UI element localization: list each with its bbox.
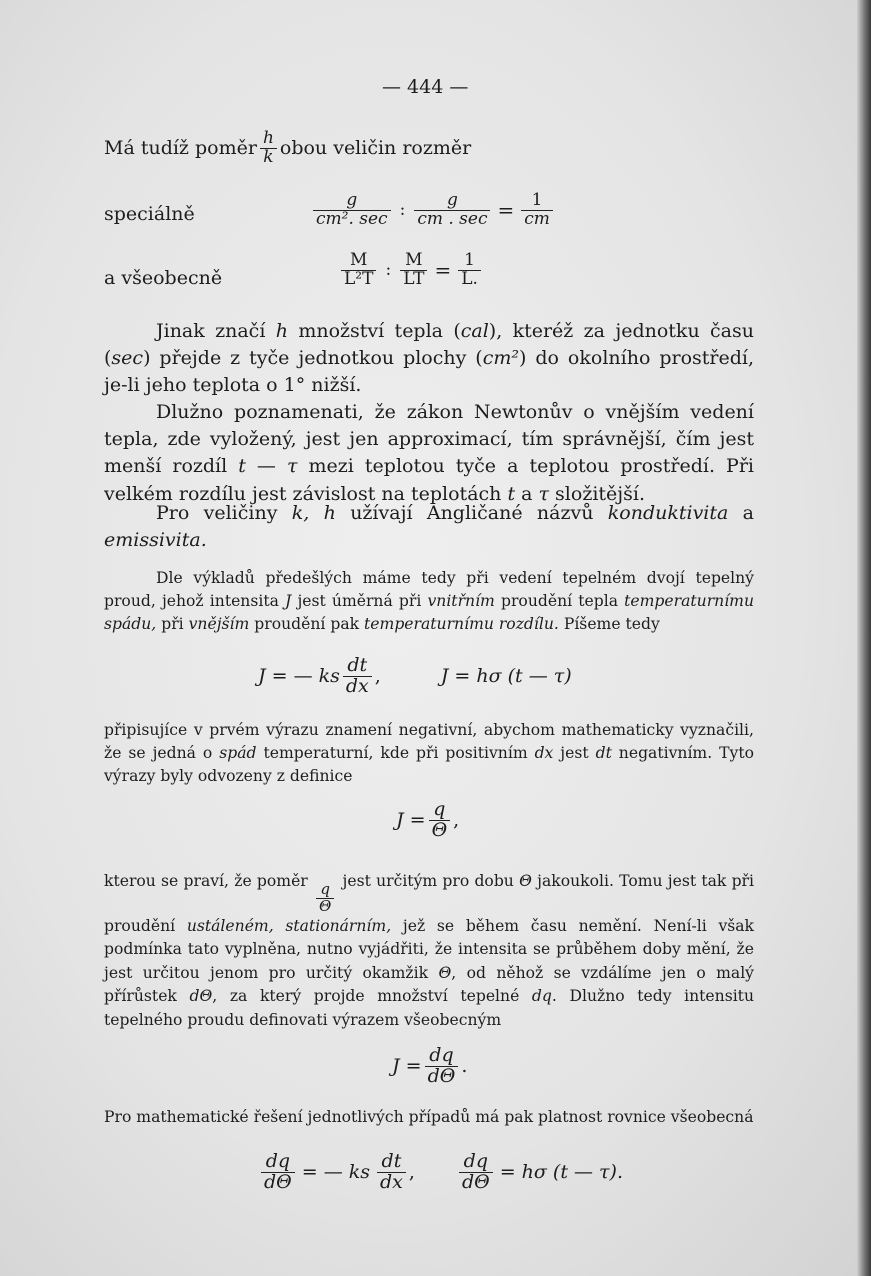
eq4-f1: $\frac{dq}{d\Theta}$	[261, 1152, 295, 1193]
special-f2	[414, 192, 490, 229]
ratio-den: k	[260, 148, 276, 167]
general-colon: :	[385, 260, 392, 281]
paragraph-newton-law: Dlužno poznamenati, že zákon Newtonův o vnějším vedení tepla, zde vyložený, jest jen approximací, tím správnější, čím jest menší rozdíl t — τ mezi teplotou tyče a teplotou prostředí. Při velkém rozdílu jest závislost na teplotách t a τ složitější.	[104, 401, 754, 505]
equation-general-intensity: J = $\frac{dq}{d\Theta}$ .	[392, 1044, 468, 1087]
general-f3	[458, 252, 481, 289]
special-label: speciálně	[104, 203, 195, 225]
general-f3-den: L.	[458, 270, 481, 289]
general-equation	[338, 252, 484, 289]
page-number: — 444 —	[382, 76, 469, 98]
ratio-num: h	[262, 128, 274, 148]
general-f2-num: M	[405, 250, 423, 270]
para6-fraction: $\frac{q}{\Theta}$	[316, 882, 334, 915]
special-f3-den: cm	[521, 210, 553, 229]
ratio-line	[104, 130, 471, 167]
general-label: a všeobecně	[104, 267, 223, 289]
eq1-eq: = —	[271, 665, 313, 688]
eq2-fraction: $\frac{q}{\Theta}$	[429, 800, 451, 841]
special-f1-den: cm². sec	[313, 210, 391, 229]
eq1-ks: ks	[318, 665, 340, 688]
eq4-f3: $\frac{dq}{d\Theta}$	[459, 1152, 493, 1193]
paragraph-negative-sign: připisujíce v prvém výrazu znamení negativní, abychom mathematicky vyznačili, že se jedná o spád temperaturní, kde při positivním dx jest dt negativním. Tyto výrazy byly odvozeny z definice	[104, 721, 754, 785]
eq1-lhs2: J	[440, 665, 449, 688]
special-f1	[313, 192, 391, 229]
eq1-fraction: $\frac{dt}{dx}$	[343, 656, 372, 697]
special-eq: =	[497, 198, 515, 223]
equation-intensity-ratio: J = $\frac{q}{\Theta}$ ,	[396, 798, 460, 841]
eq1-comma: ,	[374, 665, 381, 688]
paragraph-heat-flow: Dle výkladů předešlých máme tedy při vedení tepelném dvojí tepelný proud, jehož intensita J jest úměrná při vnitřním proudění tepla temperaturnímu spádu, při vnějším proudění pak temperaturnímu rozdílu. Píšeme tedy	[104, 569, 755, 633]
general-f1-den: L²T	[341, 270, 376, 289]
general-f2-den: LT	[400, 270, 427, 289]
eq3-fraction: $\frac{dq}{d\Theta}$	[425, 1046, 459, 1087]
paragraph-heat-quantity: Jinak značí h množství tepla (cal), kteréž za jednotku času (sec) přejde z tyče jednotkou plochy (cm²) do okolního prostředí, je-li jeho teplota o 1° nižší.	[104, 320, 755, 397]
general-f2	[400, 252, 427, 289]
ratio-fraction	[260, 130, 277, 167]
general-f3-num: 1	[464, 250, 475, 270]
paragraph-english-terms: Pro veličiny k, h užívají Angličané názvů konduktivita a emissivita.	[104, 502, 754, 552]
eq1-rhs2: = hσ (t — τ)	[454, 665, 572, 688]
special-equation	[310, 192, 556, 229]
special-f3	[521, 192, 553, 229]
special-f2-num: g	[446, 190, 458, 210]
eq4-f2: $\frac{dt}{dx}$	[377, 1152, 406, 1193]
paragraph-general-equations: Pro mathematické řešení jednotlivých případů má pak platnost rovnice všeobecná	[104, 1108, 754, 1126]
general-eq: =	[434, 258, 452, 283]
special-f3-num: 1	[531, 190, 543, 210]
special-colon: :	[399, 200, 406, 221]
general-f1-num: M	[350, 250, 368, 270]
special-f1-num: g	[346, 190, 358, 210]
page-edge-shadow	[857, 0, 871, 1276]
eq1-lhs: J	[258, 665, 266, 688]
ratio-suffix: obou veličin rozměr	[279, 137, 472, 160]
eq2-lhs: J =	[396, 809, 426, 832]
general-f1	[341, 252, 376, 289]
special-f2-den: cm . sec	[414, 210, 490, 229]
paragraph-intensity-definition: kterou se praví, že poměr $\frac{q}{\Theta}$ jest určitým pro dobu Θ jakoukoli. Tomu jest tak při proudění ustáleném, stationárním, jež se během času nemění. Není-li však podmínka tato vyplněna, nutno vyjádřiti, že intensita se průběhem doby mění, že jest určitou jenom pro určitý okamžik Θ, od něhož se vzdálíme jen o malý přírůstek dΘ, za který projde množství tepelné dq. Dlužno tedy intensitu tepelného proudu definovati výrazem všeobecným	[104, 872, 755, 1029]
equation-general-system: $\frac{dq}{d\Theta}$ = — ks $\frac{dt}{dx}$ , $\frac{dq}{d\Theta}$ = hσ (t — τ).	[258, 1152, 623, 1193]
ratio-prefix: Má tudíž poměr	[104, 137, 257, 160]
equation-flux-definitions	[258, 656, 572, 697]
